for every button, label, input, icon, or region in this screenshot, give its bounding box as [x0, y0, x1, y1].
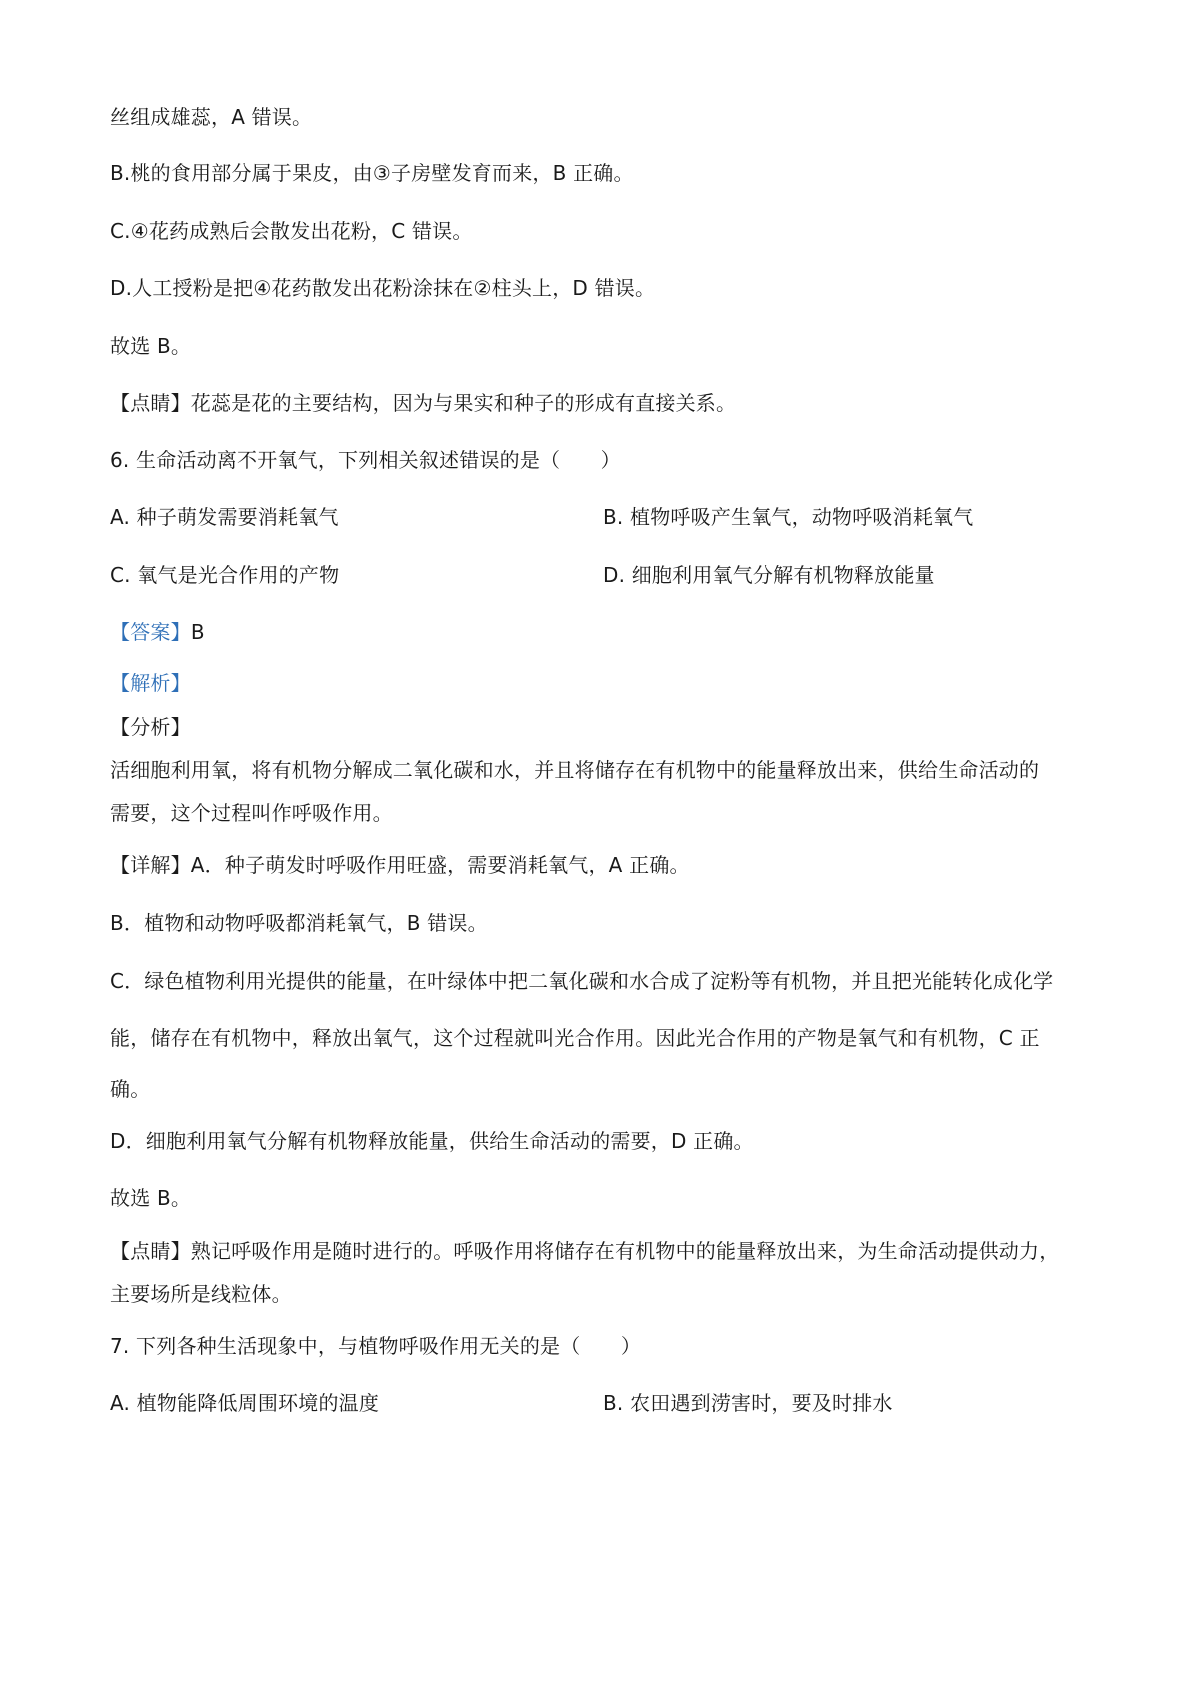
q6-option-d: D. 细胞利用氧气分解有机物释放能量: [603, 563, 935, 587]
q7-stem: 7. 下列各种生活现象中，与植物呼吸作用无关的是（ ）: [110, 1334, 642, 1358]
q5-explanation-line: 丝组成雄蕊，A 错误。: [110, 105, 313, 129]
q5-choice: 故选 B。: [110, 334, 192, 358]
fenxi-line-2: 需要，这个过程叫作呼吸作用。: [110, 801, 393, 825]
q5-tip: 【点睛】花蕊是花的主要结构，因为与果实和种子的形成有直接关系。: [110, 391, 737, 415]
q5-detail-b: B.桃的食用部分属于果皮，由③子房壁发育而来，B 正确。: [110, 161, 634, 185]
q6-option-c: C. 氧气是光合作用的产物: [110, 563, 340, 587]
q6-tip-line-2: 主要场所是线粒体。: [110, 1282, 292, 1306]
q6-detail-b: B．植物和动物呼吸都消耗氧气，B 错误。: [110, 911, 488, 935]
answer-value: B: [190, 620, 205, 644]
q6-choice: 故选 B。: [110, 1186, 192, 1210]
answer-label: 【答案】: [110, 620, 191, 644]
q6-option-a: A. 种子萌发需要消耗氧气: [110, 505, 339, 529]
fenxi-line-1: 活细胞利用氧，将有机物分解成二氧化碳和水，并且将储存在有机物中的能量释放出来，供给生命活动的: [110, 758, 1040, 782]
q6-stem: 6. 生命活动离不开氧气，下列相关叙述错误的是（ ）: [110, 448, 621, 472]
q6-tip-line-1: 【点睛】熟记呼吸作用是随时进行的。呼吸作用将储存在有机物中的能量释放出来，为生命活动提供动力，: [110, 1239, 1060, 1263]
q6-detail-a: 【详解】A．种子萌发时呼吸作用旺盛，需要消耗氧气，A 正确。: [110, 853, 690, 877]
q5-detail-d: D.人工授粉是把④花药散发出花粉涂抹在②柱头上，D 错误。: [110, 276, 656, 300]
q6-detail-d: D．细胞利用氧气分解有机物释放能量，供给生命活动的需要，D 正确。: [110, 1129, 754, 1153]
q5-detail-c: C.④花药成熟后会散发出花粉，C 错误。: [110, 219, 473, 243]
q6-detail-c-line-1: C．绿色植物利用光提供的能量，在叶绿体中把二氧化碳和水合成了淀粉等有机物，并且把光能转化成化学: [110, 969, 1054, 993]
q6-option-b: B. 植物呼吸产生氧气，动物呼吸消耗氧气: [603, 505, 974, 529]
q7-option-b: B. 农田遇到涝害时，要及时排水: [603, 1391, 893, 1415]
analysis-label: 【解析】: [110, 671, 191, 695]
q7-option-a: A. 植物能降低周围环境的温度: [110, 1391, 380, 1415]
q6-detail-c-line-3: 确。: [110, 1077, 151, 1101]
q6-detail-c-line-2: 能，储存在有机物中，释放出氧气，这个过程就叫光合作用。因此光合作用的产物是氧气和有机物，C 正: [110, 1026, 1040, 1050]
q6-answer: [110, 619, 205, 645]
fenxi-label: 【分析】: [110, 715, 191, 739]
